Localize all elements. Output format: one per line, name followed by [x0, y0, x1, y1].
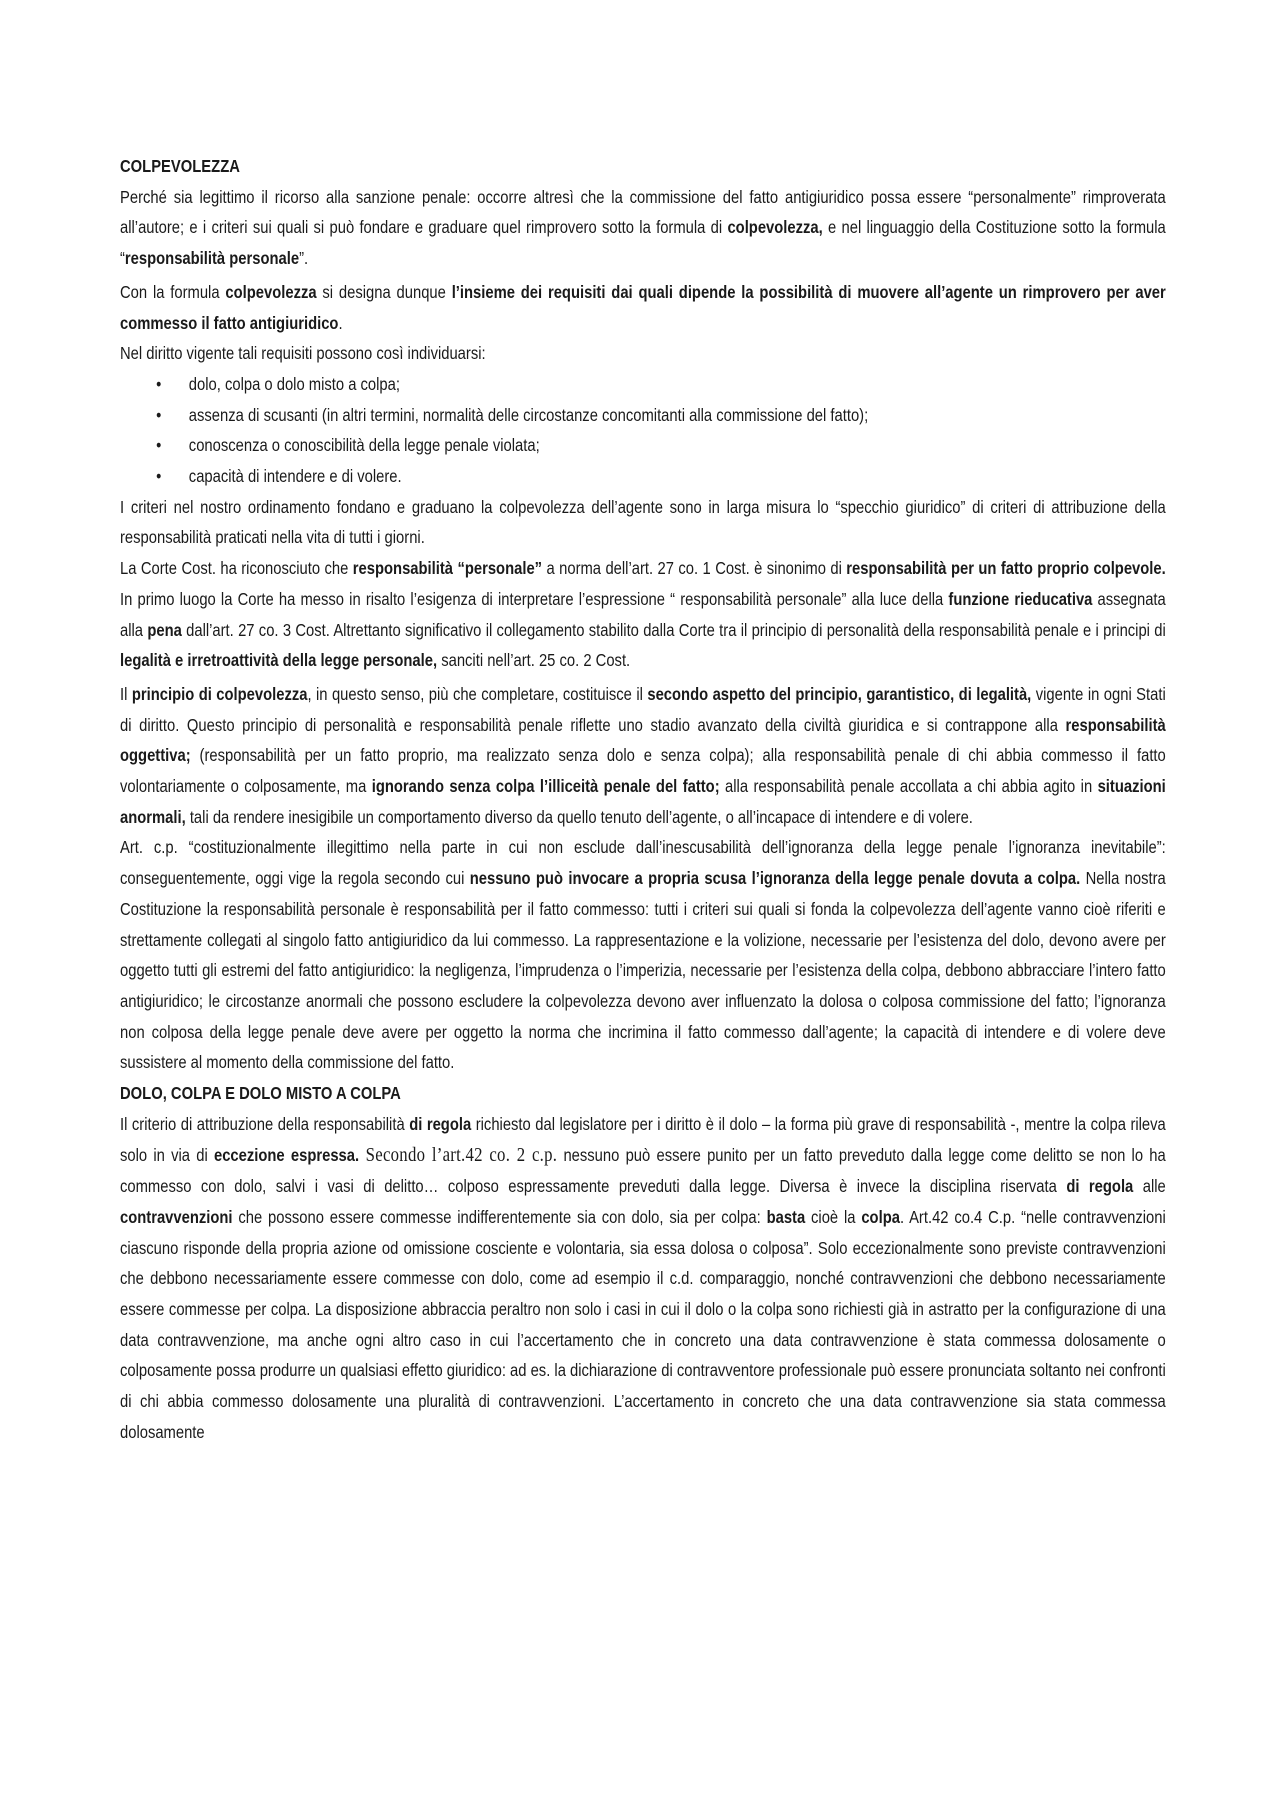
section-title-colpevolezza: COLPEVOLEZZA	[120, 156, 240, 176]
paragraph-4: I criteri nel nostro ordinamento fondano e graduano la colpevolezza dell’agente sono in larga misura lo “specchio giuridico” di criteri di attribuzione della responsabilità praticati nella vita di tutti i giorni.	[120, 496, 1166, 548]
text-span: nessuno può essere punito per un fatto preveduto dalla legge come delitto se non lo ha commesso con dolo, salvi i vasi di delitto… colposo espressamente preveduti dalla legge. Diversa è invece la disciplina riservata	[120, 1144, 1166, 1197]
bold-span: colpevolezza	[225, 281, 317, 302]
text-span: (responsabilità per un fatto proprio, ma realizzato senza dolo e senza colpa); alla responsabilità penale di chi abbia commesso il fatto volontariamente o colposamente, ma	[120, 745, 1166, 797]
text-span: La Corte Cost. ha riconosciuto che	[120, 558, 353, 579]
list-item: • assenza di scusanti (in altri termini, normalità delle circostanze concomitanti alla commissione del fatto);	[120, 400, 1166, 431]
text-span: Art. c.p. “costituzionalmente illegittimo nella parte in cui non esclude dall’inescusabilità dell’ignoranza della legge penale l’ignoranza inevitabile”: conseguentemente, oggi vige la regola secondo cui	[120, 837, 1166, 889]
text-span: si designa dunque	[316, 281, 452, 302]
bold-span: di regola	[1066, 1176, 1134, 1197]
text-span: Il	[120, 683, 132, 704]
text-span: In primo luogo la Corte ha messo in risalto l’esigenza di interpretare l’espressione “ responsabilità personale” alla luce della	[120, 588, 949, 609]
text-span: ”.	[299, 248, 309, 269]
text-span: che possono essere commesse indifferentemente sia con dolo, sia per colpa:	[232, 1206, 767, 1227]
text-span: Con la formula	[120, 281, 226, 302]
text-span: , in questo senso, più che completare, costituisce il	[307, 683, 648, 704]
text-span: a norma dell’art. 27 co. 1 Cost. è sinonimo di	[542, 558, 847, 579]
bold-span: colpevolezza,	[727, 217, 823, 238]
bold-span: responsabilità per un fatto proprio colpevole.	[846, 558, 1166, 579]
paragraph-2	[120, 277, 1166, 338]
text-span: tali da rendere inesigibile un comportamento diverso da quello tenuto dell’agente, o all’incapace di intendere e di volere.	[185, 806, 973, 827]
paragraph-6	[120, 679, 1166, 833]
bold-span: nessuno può invocare a propria scusa l’ignoranza della legge penale dovuta a colpa.	[469, 868, 1081, 889]
bold-span: ignorando senza colpa l’illiceità penale del fatto;	[371, 776, 720, 797]
text-span: Il criterio di attribuzione della responsabilità	[120, 1113, 410, 1134]
bold-span: colpa	[861, 1206, 900, 1227]
bold-span: basta	[766, 1206, 806, 1227]
bold-span: responsabilità oggettiva;	[120, 714, 1166, 766]
paragraph-5	[120, 553, 1166, 676]
list-item: • conoscenza o conoscibilità della legge penale violata;	[120, 430, 1166, 461]
text-span: assegnata alla	[120, 588, 1166, 640]
text-span: sanciti nell’art. 25 co. 2 Cost.	[437, 650, 631, 671]
bold-span: secondo aspetto del principio, garantistico, di legalità,	[647, 683, 1032, 704]
bold-span: di regola	[409, 1113, 472, 1134]
text-span: vigente in ogni Stati di diritto. Questo principio di personalità e responsabilità penale riflette uno stadio avanzato della civiltà giuridica e si contrappone alla	[120, 683, 1166, 735]
text-span: . Art.42 co.4 C.p. “nelle contravvenzioni ciascuno risponde della propria azione od omissione cosciente e volontaria, sia essa dolosa o colposa”. Solo eccezionalmente sono previste contravvenzioni che debbono necessariamente essere commesse con dolo, come ad esempio il c.d. comparaggio, nonché contravvenzioni che debbono necessariamente essere commesse per colpa. La disposizione abbraccia peraltro non solo i casi in cui il dolo o la colpa sono richiesti già in astratto per la configurazione di una data contravvenzione, ma anche ogni altro caso in cui l’accertamento che in concreto una data contravvenzione è stata commessa dolosamente o colposamente possa produrre un qualsiasi effetto giuridico: ad es. la dichiarazione di contravventore professionale può essere pronunciata soltanto nei confronti di chi abbia commesso dolosamente una pluralità di contravvenzioni. L’accertamento in concreto che una data contravvenzione sia stata commessa dolosamente	[120, 1206, 1166, 1442]
bold-span: responsabilità “personale”	[352, 558, 543, 579]
bold-span: l’insieme dei requisiti dai quali dipende la possibilità di muovere all’agente un rimprovero per aver commesso il fatto antigiuridico	[120, 281, 1166, 333]
text-span: dall’art. 27 co. 3 Cost. Altrettanto significativo il collegamento stabilito dalla Corte tra il principio di personalità della responsabilità penale e i principi di	[181, 619, 1166, 640]
bold-span: pena	[147, 619, 182, 640]
bold-span: responsabilità personale	[124, 248, 300, 269]
text-span: e nel linguaggio della Costituzione sotto la formula “	[120, 217, 1166, 269]
text-span: alle	[1133, 1176, 1166, 1197]
bold-span: eccezione espressa.	[213, 1144, 360, 1165]
text-span: alla responsabilità penale accollata a chi abbia agito in	[719, 776, 1098, 797]
bold-span: contravvenzioni	[120, 1206, 233, 1227]
paragraph-3: Nel diritto vigente tali requisiti possono così individuarsi:	[120, 343, 486, 364]
bold-span: funzione rieducativa	[948, 588, 1093, 609]
requirements-list	[120, 369, 1166, 492]
text-span: Perché sia legittimo il ricorso alla sanzione penale: occorre altresì che la commissione del fatto antigiuridico possa essere “personalmente” rimproverata all’autore; e i criteri sui quali si può fondare e graduare quel rimprovero sotto la formula di	[120, 186, 1166, 238]
bold-span: principio di colpevolezza	[131, 683, 308, 704]
paragraph-7	[120, 832, 1166, 1078]
paragraph-8	[120, 1109, 1166, 1448]
section-title-dolo-colpa: DOLO, COLPA E DOLO MISTO A COLPA	[120, 1083, 401, 1104]
text-span: cioè la	[805, 1206, 862, 1227]
paragraph-1	[120, 182, 1166, 274]
list-item: • capacità di intendere e di volere.	[120, 461, 1166, 492]
text-span: Nella nostra Costituzione la responsabilità personale è responsabilità per il fatto commesso: tutti i criteri sui quali si fonda la colpevolezza dell’agente vanno cioè riferiti e strettamente collegati al singolo fatto antigiuridico da lui commesso. La rappresentazione e la volizione, necessarie per l’esistenza del dolo, devono avere per oggetto tutti gli estremi del fatto antigiuridico: la negligenza, l’imprudenza o l’imperizia, necessarie per l’esistenza della colpa, debbono abbracciare l’intero fatto antigiuridico; le circostanze anormali che possono escludere la colpevolezza devono aver influenzato la dolosa o colposa commissione del fatto; l’ignoranza non colposa della legge penale deve avere per oggetto la norma che incrimina il fatto commesso dall’agente; la capacità di intendere e di volere deve sussistere al momento della commissione del fatto.	[120, 868, 1166, 1073]
bold-span: legalità e irretroattività della legge personale,	[120, 650, 438, 671]
bold-span: situazioni anormali,	[120, 776, 1166, 827]
serif-span: Secondo l’art.42 co. 2 c.p.	[359, 1144, 558, 1166]
text-span: .	[338, 312, 343, 333]
list-item: • dolo, colpa o dolo misto a colpa;	[120, 369, 1166, 400]
document-page	[120, 151, 1166, 1448]
text-span: richiesto dal legislatore per i diritto è il dolo – la forma più grave di responsabilità -, mentre la colpa rileva solo in via di	[120, 1113, 1166, 1165]
